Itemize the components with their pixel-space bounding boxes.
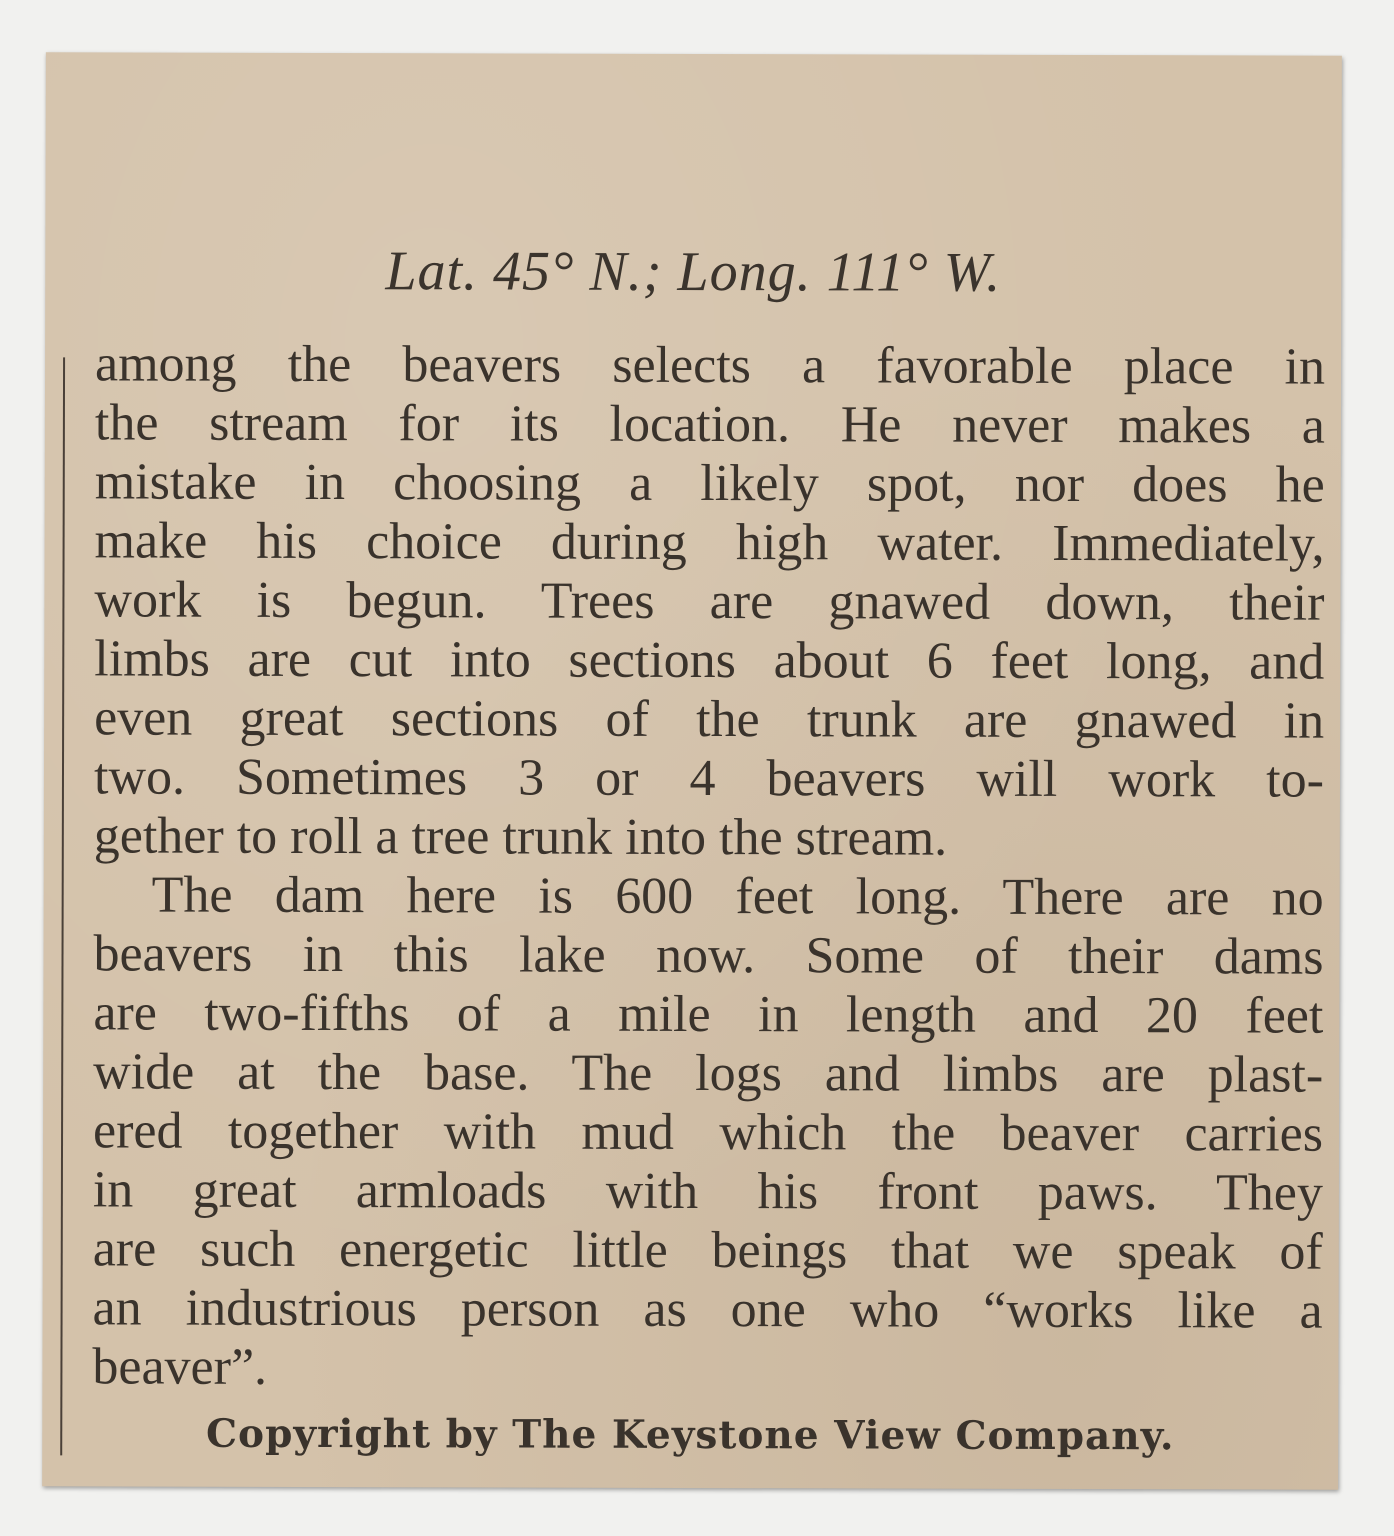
text-line: the stream for its location. He never makes a <box>94 394 1325 455</box>
body-text <box>92 334 1325 1399</box>
text-line: among the beavers selects a favorable place in <box>94 335 1326 396</box>
text-line: beaver”. <box>92 1338 268 1396</box>
copyright-notice: Copyright by The Keystone View Company. <box>205 1410 1175 1460</box>
card-heading: Lat. 45° N.; Long. 111° W. <box>385 240 1002 304</box>
text-line: limbs are cut into sections about 6 feet long, and <box>94 630 1325 691</box>
text-line: ered together with mud which the beaver carries <box>92 1102 1324 1163</box>
text-line: two. Sometimes 3 or 4 beavers will work to- <box>93 748 1325 809</box>
text-line: work is begun. Trees are gnawed down, their <box>94 571 1325 632</box>
text-line: wide at the base. The logs and limbs are plast- <box>93 1043 1324 1104</box>
text-line: even great sections of the trunk are gnawed in <box>94 689 1325 750</box>
stereoview-card-back <box>42 52 1342 1489</box>
text-line: make his choice during high water. Immediately, <box>94 512 1325 573</box>
text-line: gether to roll a tree trunk into the stream. <box>93 807 948 867</box>
text-line: mistake in choosing a likely spot, nor does he <box>94 453 1325 514</box>
text-line: The dam here is 600 feet long. There are no <box>151 866 1324 927</box>
text-line: in great armloads with his front paws. They <box>92 1161 1323 1222</box>
text-line: beavers in this lake now. Some of their dams <box>93 925 1324 986</box>
margin-rule <box>60 357 65 1455</box>
text-line: are two-fifths of a mile in length and 20 feet <box>93 984 1324 1045</box>
text-line: an industrious person as one who “works like a <box>92 1279 1323 1340</box>
text-line: are such energetic little beings that we speak of <box>92 1220 1323 1281</box>
